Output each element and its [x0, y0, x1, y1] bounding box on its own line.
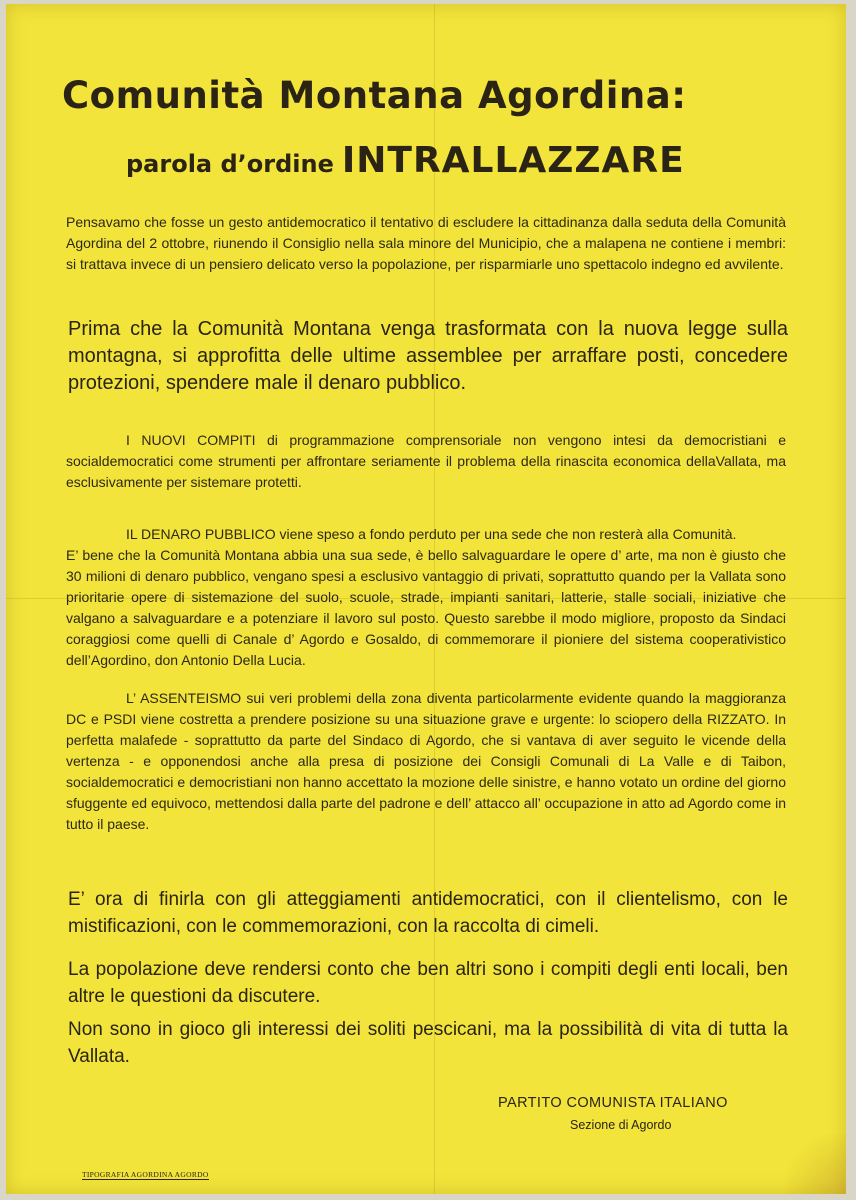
poster-title: Comunità Montana Agordina: — [62, 74, 687, 117]
closing-paragraph-3: Non sono in gioco gli interessi dei soliti pescicani, ma la possibilità di vita di tutta la Vallata. — [68, 1019, 788, 1067]
paper-stain — [776, 1134, 846, 1194]
closing-paragraph-1: E’ ora di finirla con gli atteggiamenti antidemocratici, con il clientelismo, con le mistificazioni, con le commemorazioni, con la raccolta di cimeli. — [68, 889, 788, 937]
assenteismo-paragraph: L’ ASSENTEISMO sui veri problemi della zona diventa particolarmente evidente quando la maggioranza DC e PSDI viene costretta a prendere posizione su una situazione grave e urgente: lo sciopero della RIZZATO. In perfetta malafede - soprattutto da parte del Sindaco di Agordo, che si vantava di aver seguito le vicende della vertenza - e opponendosi anche alla presa di posizione dei Consigli Comunali di La Valle e di Taibon, socialdemocratici e democristiani non hanno accettato la mozione delle sinistre, e hanno votato un ordine del giorno sfuggente ed equivoco, mettendosi dalla parte del padrone e dell’ attacco all’ occupazione in atto ad Agordo come in tutto il paese. — [66, 690, 786, 832]
closing-paragraph-2: La popolazione deve rendersi conto che ben altri sono i compiti degli enti locali, ben altre le questioni da discutere. — [68, 959, 788, 1007]
poster-subtitle — [126, 140, 685, 181]
compiti-paragraph: I NUOVI COMPITI di programmazione comprensoriale non vengono intesi da democristiani e socialdemocratici come strumenti per affrontare seriamente il problema della rinascita economica dellaVallata, ma esclusivamente per sistemare protetti. — [66, 432, 786, 490]
intro-paragraph: Pensavamo che fosse un gesto antidemocratico il tentativo di escludere la cittadinanza dalla seduta della Comunità Agordina del 2 ottobre, riunendo il Consiglio nella sala minore del Municipio, che a malapena ne contiene i membri: si trattava invece di un pensiero delicato verso la popolazione, per risparmiarle uno spettacolo indegno ed avvilente. — [66, 214, 786, 272]
lead-paragraph: Prima che la Comunità Montana venga trasformata con la nuova legge sulla montagna, si approfitta delle ultime assemblee per arraffare posti, concedere protezioni, spendere male il denaro pubblico. — [68, 318, 788, 394]
poster-sheet — [6, 4, 846, 1194]
subtitle-emphasis: INTRALLAZZARE — [341, 140, 685, 181]
printer-credit: TIPOGRAFIA AGORDINA AGORDO — [82, 1170, 209, 1179]
subtitle-prefix: parola d’ordine — [126, 150, 334, 178]
denaro-paragraph — [66, 524, 786, 671]
denaro-body: E’ bene che la Comunità Montana abbia una sua sede, è bello salvaguardare le opere d’ arte, ma non è giusto che 30 milioni di denaro pubblico, vengano spesi a esclusivo vantaggio di privati, soprattutto quando per la Vallata sono prioritarie opere di sistemazione del suolo, scuole, strade, impianti sanitari, latterie, stalle sociali, iniziative che valgano a salvaguardare e a potenziare il lavoro sul posto. Questo sarebbe il modo migliore, proposto da Sindaci coraggiosi come quelli di Canale d’ Agordo e Gosaldo, di commemorare il pioniere del sistema cooperativistico dell’Agordino, don Antonio Della Lucia. — [66, 547, 786, 668]
signature-section: Sezione di Agordo — [570, 1118, 672, 1132]
signature-party: PARTITO COMUNISTA ITALIANO — [498, 1095, 728, 1111]
denaro-first-line: IL DENARO PUBBLICO viene speso a fondo perduto per una sede che non resterà alla Comunità. — [126, 526, 737, 542]
